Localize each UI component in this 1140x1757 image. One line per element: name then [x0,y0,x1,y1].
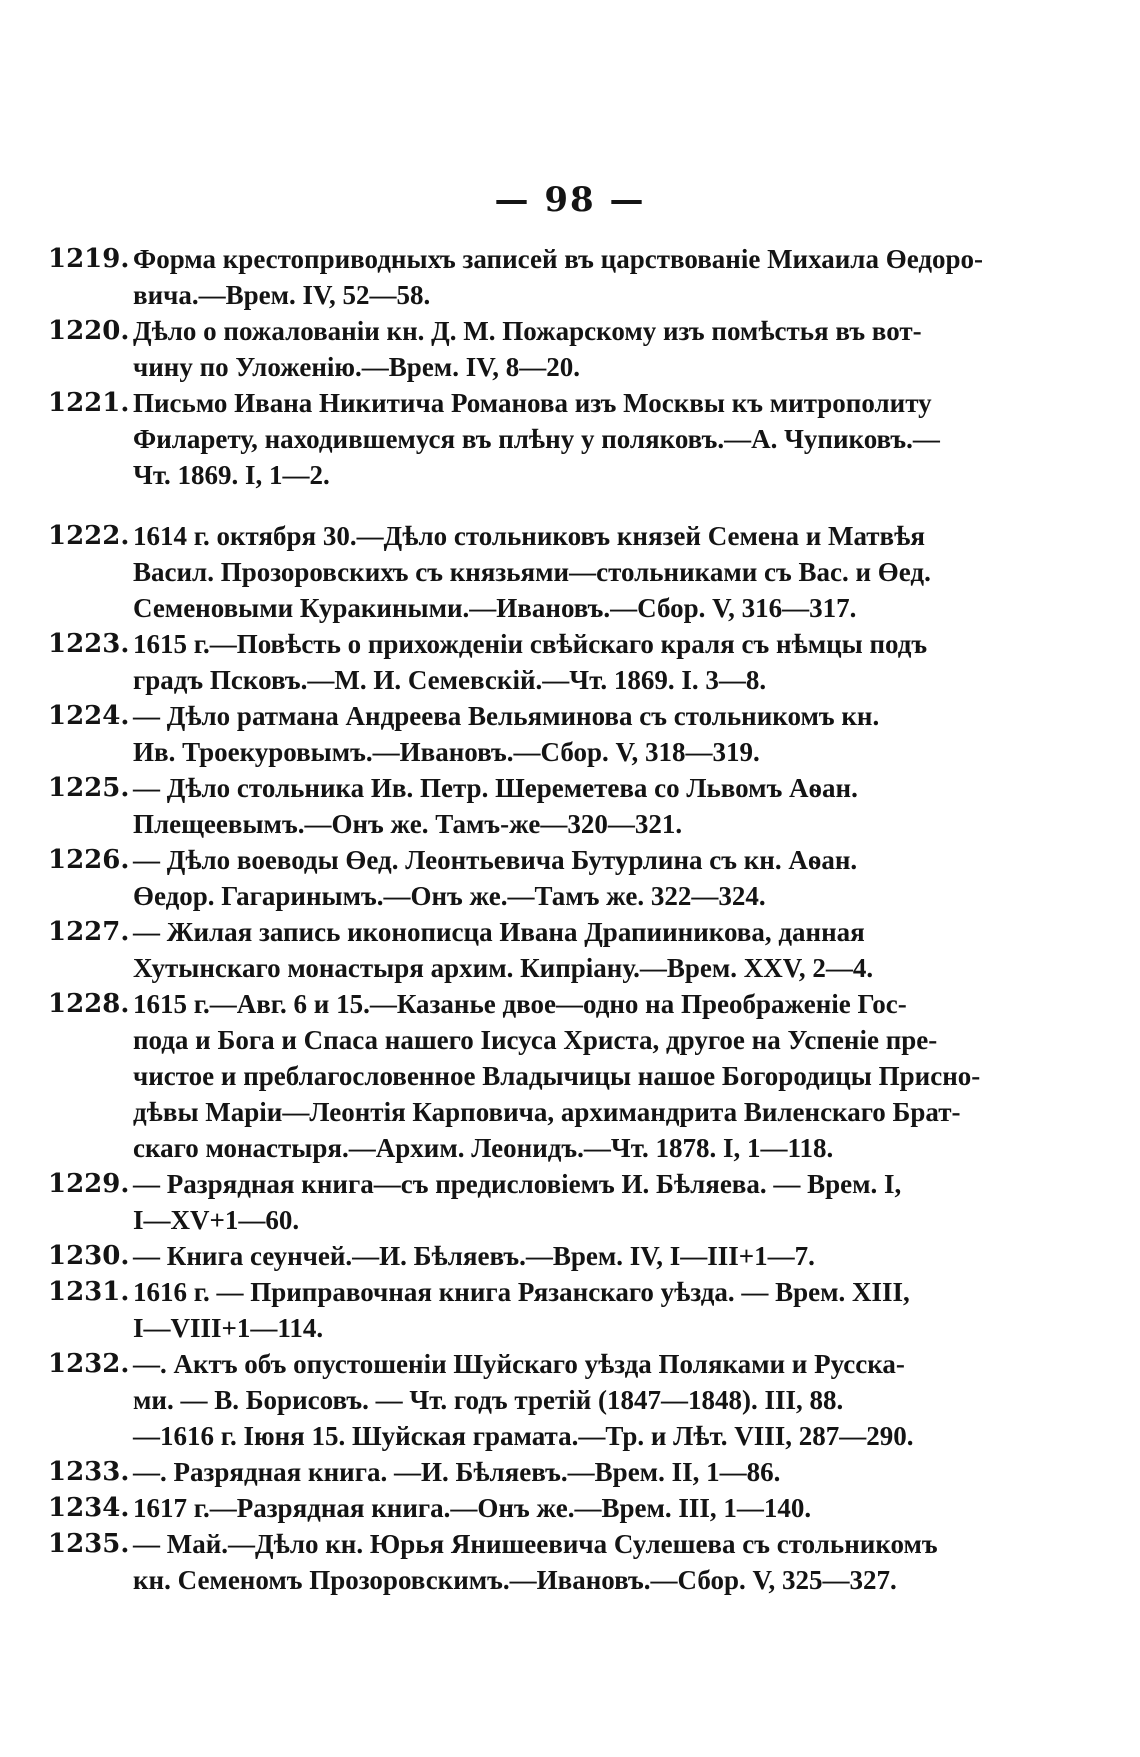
entry-line: Семеновыми Куракиными.—Ивановъ.—Сбор. V, 316—317. [133,593,857,623]
entry-line: градъ Псковъ.—М. И. Семевскій.—Чт. 1869. I. 3—8. [133,665,767,695]
entry-line: —. Актъ объ опустошеніи Шуйскаго уѣзда Поляками и Русска- [133,1349,905,1379]
entry-number: 1227. [48,917,130,947]
entry-line: скаго монастыря.—Архим. Леонидъ.—Чт. 1878. I, 1—118. [133,1133,834,1163]
entry-number: 1229. [48,1169,130,1199]
entry-line: — Дѣло воеводы Өед. Леонтьевича Бутурлина съ кн. Аѳан. [133,845,858,875]
entry-line: I—XV+1—60. [133,1205,300,1235]
entry-line: Васил. Прозоровскихъ съ князьями—стольниками съ Вас. и Өед. [133,557,931,587]
entry-line: —1616 г. Іюня 15. Шуйская грамата.—Тр. и Лѣт. VIII, 287—290. [133,1421,914,1451]
entry-number: 1221. [48,388,130,418]
entry-line: Филарету, находившемуся въ плѣну у поляковъ.—А. Чупиковъ.— [133,424,940,454]
entry-line: — Разрядная книга—съ предисловіемъ И. Бѣляева. — Врем. I, [133,1169,902,1199]
entry-line: Письмо Ивана Никитича Романова изъ Москвы къ митрополиту [133,388,932,418]
entry-number: 1223. [48,629,130,659]
entry-line: 1615 г.—Повѣсть о прихожденіи свѣйскаго краля съ нѣмцы подъ [133,629,928,659]
entry-number: 1225. [48,773,130,803]
entry-number: 1231. [48,1277,130,1307]
entry-line: дѣвы Маріи—Леонтія Карповича, архимандрита Виленскаго Брат- [133,1097,961,1127]
entry-line: 1615 г.—Авг. 6 и 15.—Казанье двое—одно на Преображеніе Гос- [133,989,907,1019]
entry-number: 1224. [48,701,130,731]
entry-number: 1234. [48,1493,130,1523]
entry-line: чистое и преблагословенное Владычицы нашое Богородицы Присно- [133,1061,981,1091]
entry-line: Форма крестоприводныхъ записей въ царствованіе Михаила Өедоро- [133,244,983,274]
entry-line: Өедор. Гагаринымъ.—Онъ же.—Тамъ же. 322—324. [133,881,766,911]
entry-line: ми. — В. Борисовъ. — Чт. годъ третій (1847—1848). III, 88. [133,1385,844,1415]
entry-number: 1235. [48,1529,130,1559]
entry-line: кн. Семеномъ Прозоровскимъ.—Ивановъ.—Сбор. V, 325—327. [133,1565,897,1595]
entry-number: 1226. [48,845,130,875]
entry-line: 1616 г. — Приправочная книга Рязанскаго уѣзда. — Врем. XIII, [133,1277,910,1307]
entry-number: 1222. [48,521,130,551]
entry-line: вича.—Врем. IV, 52—58. [133,280,431,310]
entry-line: чину по Уложенію.—Врем. IV, 8—20. [133,352,580,382]
entry-line: — Дѣло стольника Ив. Петр. Шереметева со Львомъ Аѳан. [133,773,858,803]
entry-line: I—VIII+1—114. [133,1313,324,1343]
entry-line: — Жилая запись иконописца Ивана Драпииникова, данная [133,917,865,947]
entry-number: 1232. [48,1349,130,1379]
entry-number: 1228. [48,989,130,1019]
entry-number: 1233. [48,1457,130,1487]
entry-line: — Книга сеунчей.—И. Бѣляевъ.—Врем. IV, I—III+1—7. [133,1241,815,1271]
entry-line: Дѣло о пожалованіи кн. Д. М. Пожарскому изъ помѣстья въ вот- [133,316,922,346]
entry-line: — Дѣло ратмана Андреева Вельяминова съ стольникомъ кн. [133,701,880,731]
entry-number: 1219. [48,244,130,274]
entry-line: Хутынскаго монастыря архим. Кипріану.—Врем. XXV, 2—4. [133,953,874,983]
entry-number: 1230. [48,1241,130,1271]
entry-line: — Май.—Дѣло кн. Юрья Янишеевича Сулешева съ стольникомъ [133,1529,938,1559]
entry-number: 1220. [48,316,130,346]
entry-line: 1614 г. октября 30.—Дѣло стольниковъ князей Семена и Матвѣя [133,521,925,551]
entry-line: 1617 г.—Разрядная книга.—Онъ же.—Врем. III, 1—140. [133,1493,812,1523]
entry-line: Чт. 1869. I, 1—2. [133,460,330,490]
entry-line: Плещеевымъ.—Онъ же. Тамъ-же—320—321. [133,809,683,839]
entry-line: Ив. Троекуровымъ.—Ивановъ.—Сбор. V, 318—319. [133,737,760,767]
entry-line: пода и Бога и Спаса нашего Іисуса Христа, другое на Успеніе пре- [133,1025,938,1055]
page-number: — 98 — [494,180,646,220]
entry-line: —. Разрядная книга. —И. Бѣляевъ.—Врем. II, 1—86. [133,1457,781,1487]
